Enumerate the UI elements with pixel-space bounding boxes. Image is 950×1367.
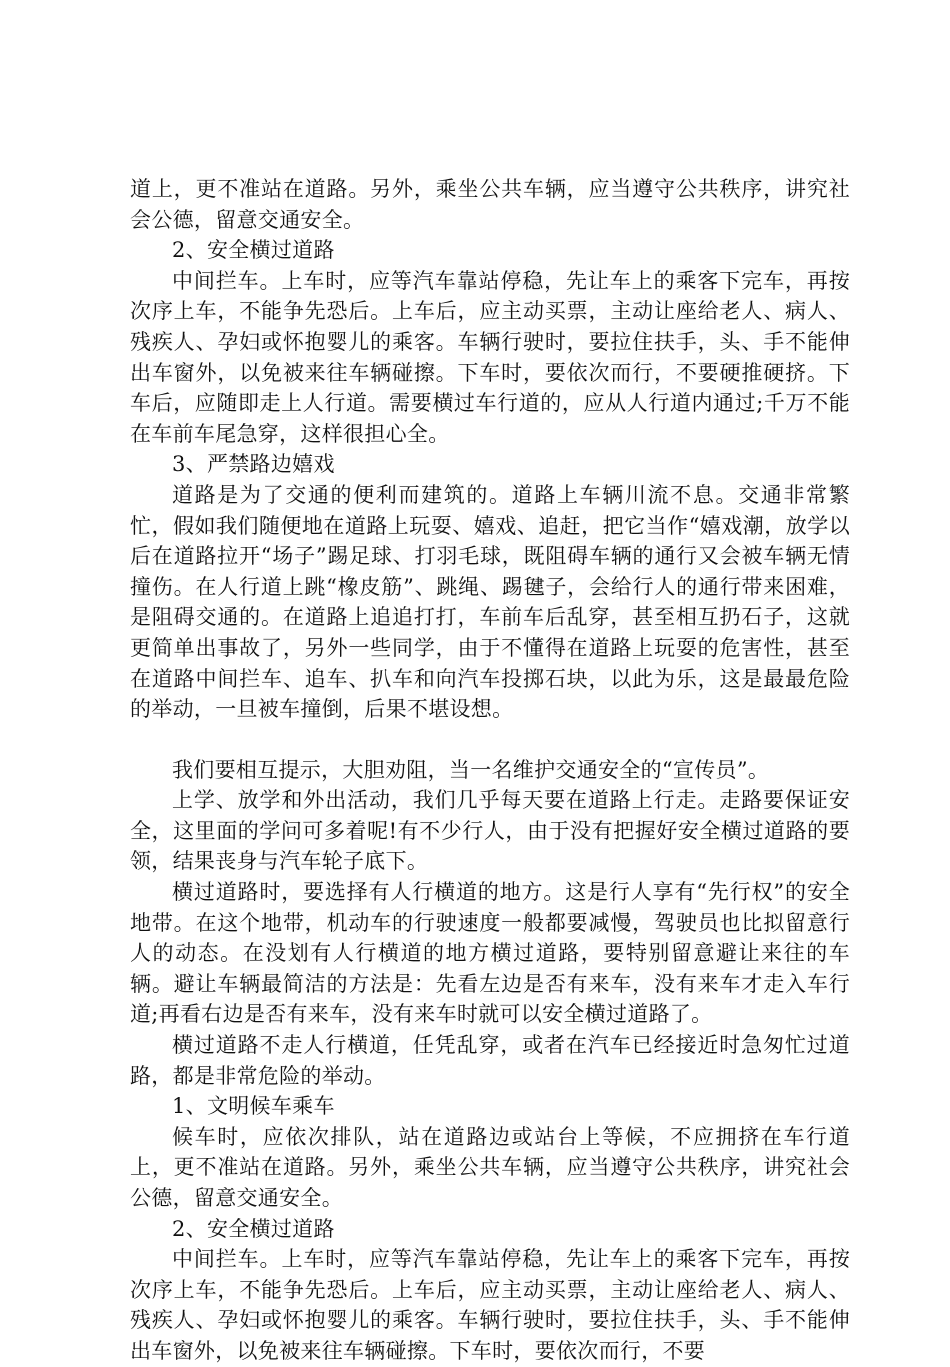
- paragraph: 中间拦车。上车时，应等汽车靠站停稳，先让车上的乘客下完车，再按次序上车，不能争先恐后。上车后，应主动买票，主动让座给老人、病人、残疾人、孕妇或怀抱婴儿的乘客。车辆行驶时，要拉住扶手，头、手不能伸出车窗外，以免被来往车辆碰擦。下车时，要依次而行，不要硬推硬挤。下车后，应随即走上人行道。需要横过车行道的，应从人行道内通过;千万不能在车前车尾急穿，这样很担心全。: [130, 268, 850, 446]
- section-heading: 3、严禁路边嬉戏: [172, 452, 335, 477]
- document-body: [130, 174, 850, 1367]
- paragraph: 我们要相互提示，大胆劝阻，当一名维护交通安全的“宣传员”。: [172, 757, 770, 782]
- paragraph: 横过道路不走人行横道，任凭乱穿，或者在汽车已经接近时急匆忙过道路，都是非常危险的举动。: [130, 1033, 850, 1088]
- section-heading: 2、安全横过道路: [172, 1216, 335, 1241]
- paragraph: 中间拦车。上车时，应等汽车靠站停稳，先让车上的乘客下完车，再按次序上车，不能争先恐后。上车后，应主动买票，主动让座给老人、病人、残疾人、孕妇或怀抱婴儿的乘客。车辆行驶时，要拉住扶手，头、手不能伸出车窗外，以免被来往车辆碰擦。下车时，要依次而行，不要: [130, 1247, 850, 1363]
- paragraph-continued: 道上，更不准站在道路。另外，乘坐公共车辆，应当遵守公共秩序，讲究社会公德，留意交通安全。: [130, 177, 850, 232]
- paragraph: 道路是为了交通的便利而建筑的。道路上车辆川流不息。交通非常繁忙，假如我们随便地在道路上玩耍、嬉戏、追赶，把它当作“嬉戏潮，放学以后在道路拉开“场子”踢足球、打羽毛球，既阻碍车辆的通行又会被车辆无情撞伤。在人行道上跳“橡皮筋”、跳绳、踢毽子，会给行人的通行带来困难，是阻碍交通的。在道路上追追打打，车前车后乱穿，甚至相互扔石子，这就更简单出事故了，另外一些同学，由于不懂得在道路上玩耍的危害性，甚至在道路中间拦车、追车、扒车和向汽车投掷石块，以此为乐，这是最最危险的举动，一旦被车撞倒，后果不堪设想。: [130, 482, 850, 722]
- paragraph: 上学、放学和外出活动，我们几乎每天要在道路上行走。走路要保证安全，这里面的学问可多着呢!有不少行人，由于没有把握好安全横过道路的要领，结果丧身与汽车轮子底下。: [130, 788, 850, 874]
- section-heading: 2、安全横过道路: [172, 238, 335, 263]
- section-heading: 1、文明候车乘车: [172, 1094, 335, 1119]
- paragraph: 候车时，应依次排队，站在道路边或站台上等候，不应拥挤在车行道上，更不准站在道路。另外，乘坐公共车辆，应当遵守公共秩序，讲究社会公德，留意交通安全。: [130, 1124, 850, 1210]
- paragraph: 横过道路时，要选择有人行横道的地方。这是行人享有“先行权”的安全地带。在这个地带，机动车的行驶速度一般都要减慢，驾驶员也比拟留意行人的动态。在没划有人行横道的地方横过道路，要特别留意避让来往的车辆。避让车辆最简洁的方法是：先看左边是否有来车，没有来车才走入车行道;再看右边是否有来车，没有来车时就可以安全横过道路了。: [130, 880, 850, 1027]
